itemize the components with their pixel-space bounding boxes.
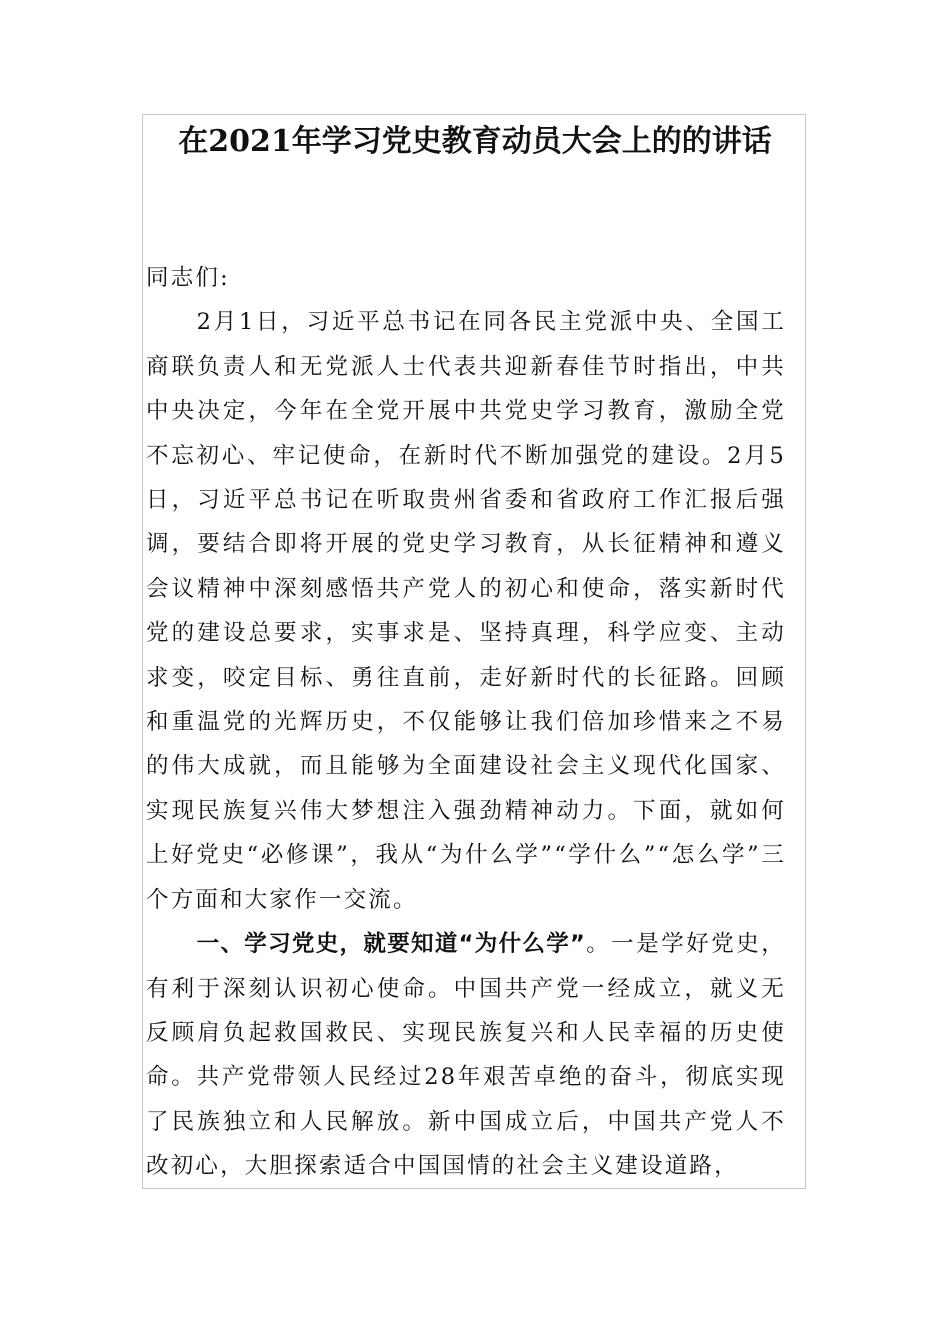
salutation: 同志们: — [146, 265, 230, 291]
document-title: 在2021年学习党史教育动员大会上的的讲话 — [178, 124, 772, 159]
paragraph-1: 2月1日，习近平总书记在同各民主党派中央、全国工商联负责人和无党派人士代表共迎新春佳节时指出，中共中央决定，今年在全党开展中共党史学习教育，激励全党不忘初心、牢记使命，在新时代不断加强党的建设。2月5日，习近平总书记在听取贵州省委和省政府工作汇报后强调，要结合即将开展的党史学习教育，从长征精神和遵义会议精神中深刻感悟共产党人的初心和使命，落实新时代党的建设总要求，实事求是、坚持真理，科学应变、主动求变，咬定目标、勇往直前，走好新时代的长征路。回顾和重温党的光辉历史，不仅能够让我们倍加珍惜来之不易的伟大成就，而且能够为全面建设社会主义现代化国家、实现民族复兴伟大梦想注入强劲精神动力。下面，就如何上好党史“必修课”，我从“为什么学”“学什么”“怎么学”三个方面和大家作一交流。 — [146, 309, 786, 913]
section-1-heading: 一、学习党史，就要知道“为什么学” — [196, 931, 586, 958]
paragraph-2 — [146, 922, 786, 1188]
document-body — [146, 256, 786, 1189]
section-1-text: 。一是学好党史，有利于深刻认识初心使命。中国共产党一经成立，就义无反顾肩负起救国救民、实现民族复兴和人民幸福的历史使命。共产党带领人民经过28年艰苦卓绝的奋斗，彻底实现了民族独立和人民解放。新中国成立后，中国共产党人不改初心，大胆探索适合中国国情的社会主义建设道路， — [146, 931, 786, 1180]
